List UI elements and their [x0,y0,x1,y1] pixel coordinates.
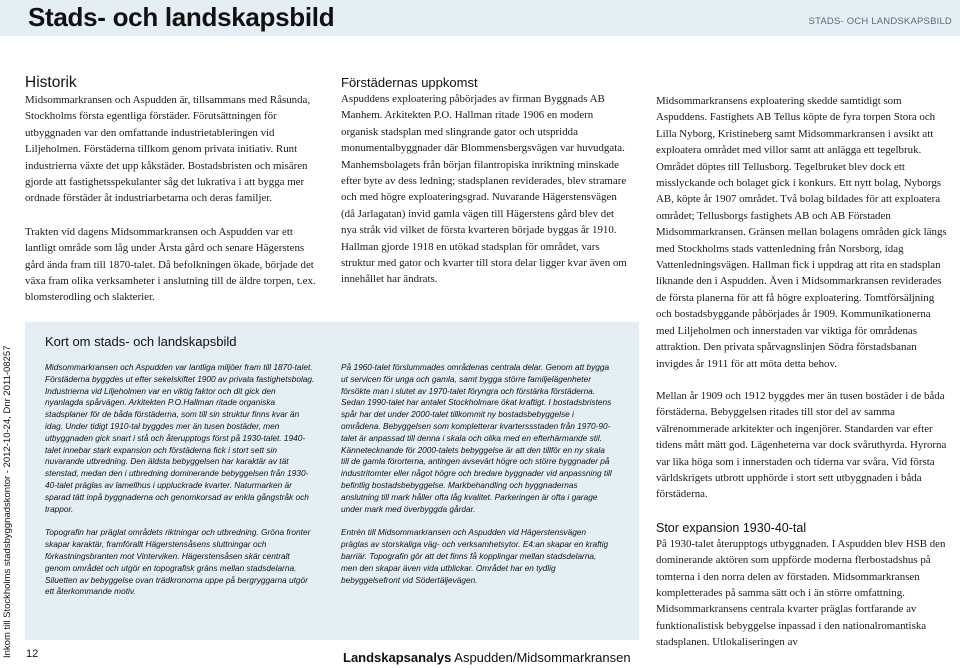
forstader-paragraph: Aspuddens exploatering påbörjades av firman Byggnads AB Manhem. Arkitekten P.O. Hallman ritade 1906 en modern organisk stadsplan med slingrande gator och utspridda monumentalbyggnader där Blommensbergsvägen var huvudgata. Manhemsbolagets från början filantropiska inriktning minskade efter byte av dess ledning; stadsplanen reviderades, blev stramare och med högre exploateringsgrad. Nuvarande Hägerstensvägen (då Jarlagatan) invid gamla vägen till Hägerstens gård blev det nya stråk vid vilket de första kvarteren började byggas år 1910. Hallman gjorde 1918 en utökad stadsplan för området, vars struktur med gator och kvarter till stora delar ligger kvar även om innehållet har ändrats. [341,93,627,286]
summary-box [25,322,639,640]
page-title: Stads- och landskapsbild [28,2,335,32]
historik-paragraph-2: Trakten vid dagens Midsommarkransen och Aspudden var ett lantligt område som låg under Årsta gård och senare Hägerstens gård ända fram till 1870-talet. Då befolkningen ökade, började det växa fram olika verksamheter i anslutning till de äldre torpen, t.ex. blomsterodling och slakterier. [25,225,316,304]
forstader-section [341,75,631,288]
summary-right-column [341,362,613,586]
footer-title-rest: Aspudden/Midsommarkransen [451,650,631,665]
forstader-heading: Förstädernas uppkomst [341,75,478,90]
footer-title [343,650,631,665]
section-label: STADS- OCH LANDSKAPSBILD [808,16,952,27]
col3-paragraph-3: På 1930-talet återupptogs utbyggnaden. I Aspudden blev HSB den dominerande aktören som uppförde moderna flerbostadshus på tomterna i den norra delen av förstaden. Midsommarkransen kompletterades på samma sätt och i än större omfattning. Midsommarkransens centrala kvarter präglas fortfarande av funktionalistisk bebyggelse inpassad i den nationalromantiska stadsplanen. Utlokaliseringen av [656,537,946,649]
summary-paragraph-2: Topografin har präglat områdets riktningar och utbredning. Gröna fronter skapar karaktär, framförallt Hägerstensåsens sluttningar och förkastningsbranten mot Vinterviken. Hägerstensåsen skär centralt genom området och utgör en topografisk gräns mellan stadsdelarna. Siluetten av bebyggelse ovan trädkronorna uppe på bergryggarna utgör ett återkommande motiv. [45,527,311,597]
footer-title-bold: Landskapsanalys [343,650,452,665]
summary-paragraph-3: På 1960-talet förslummades områdenas centrala delar. Genom att bygga ut servicen för unga och gamla, samt bygga större familjelägenheter försökte man i slutet av 1970-talet föryngra och förstärka förstäderna. Sedan 1990-talet har antalet Stockholmare ökat kraftigt. I bostadsbristens spår har det under 2000-talet tillkommit ny bostadsbebyggelse i områdena. Bebyggelsen som kompletterar kvarterssstaden från 1970-90-talet är anpassad till denna i skala och olika med en efterhärmande stil. Kännetecknande för 2000-talets bebyggelse är att den tillför en ny skala till de gamla förorterna, antingen avsevärt högre och större byggnader på industritomter eller något högre och bredare byggnader vid anpassning till befintlig bostadsbebyggelse. Markbehandling och byggnadernas anslutning till mark håller ofta låg kvalitet. Parkeringen är ofta i garage under mark med överbyggda gårdar. [341,362,612,514]
historik-section [25,74,317,306]
expansion-heading: Stor expansion 1930-40-tal [656,520,807,535]
historik-heading: Historik [25,74,77,91]
header-bar [0,0,960,36]
page-number: 12 [26,648,39,660]
registration-note: Inkom till Stockholms stadsbyggnadskontor - 2012-10-24, Dnr 2011-08257 [2,345,13,658]
summary-left-column [45,334,315,598]
midsommarkransen-section [656,93,948,651]
col3-paragraph-1: Midsommarkransens exploatering skedde samtidigt som Aspuddens. Fastighets AB Tellus köpte de fyra torpen Stora och Lilla Nyborg, Kristineberg samt Midsommarkransen i avsikt att exploatera området med villor samt att anlägga ett tegelbruk. Området döptes till Tellusborg. Tegelbruket blev dock ett misslyckande och bolaget gick i konkurs. Ett nytt bolag, Nyborgs AB, köpte år 1907 området. Två bolag bildades för att exploatera området; Tellusborgs fastighets AB och AB Förstaden Midsommarkransen. Gränsen mellan bolagens områden gick längs med Stockholms stads vattenledning från Norsborg, idag Vattenledningsvägen. Hallman fick i uppdrag att rita en stadsplan liknande den i Aspudden. Även i Midsommarkransen reviderades de första planerna för att få högre exploatering. Tomtförsäljning och bostadsbyggande påbörjades år 1909. Kommunikationerna med Liljeholmen och innerstaden var viktiga för områdenas attraktion. Den privata spårvagnslinjen Södra förstadsbanan invigdes år 1911 för att möta detta behov. [656,95,947,370]
historik-paragraph-1: Midsommarkransen och Aspudden är, tillsammans med Råsunda, Stockholms första egentliga förstäder. Förutsättningen för utbyggnaden var den omfattande industrietableringen vid Liljeholmen. Förstäderna tillkom genom privata initiativ. Runt industrierna växte det upp kåkstäder. Bostadsbristen och misären gjorde att fastighetsspekulanter såg det lukrativa i att bygga mer ordnade förstäder åt industriarbetarna och deras familjer. [25,94,311,205]
summary-heading: Kort om stads- och landskapsbild [45,334,237,349]
summary-paragraph-4: Entrén till Midsommarkransen och Aspudden vid Hägerstensvägen präglas av storskaliga väg- och verksamhetsytor. E4:an skapar en kraftig barriär. Topografin gör att det finns få kopplingar mellan stadsdelarna, men den skapar även vida utblickar. Området har en tydlig bebyggelsefront vid Södertäljevägen. [341,527,609,585]
summary-paragraph-1: Midsommarkransen och Aspudden var lantliga miljöer fram till 1870-talet. Förstäderna byggdes ut efter sekelskiftet 1900 av privata fastighetsbolag. Industrierna vid Liljeholmen var en viktig faktor och dit gick den nyanlagda spårvägen. Arkitekten P.O.Hallman ritade organiska stadsplaner för de båda förstäderna, som till sin struktur finns kvar än idag. Under tidigt 1910-tal byggdes mer än tusen bostäder, men utbyggnaden gick snart i stå och återupptogs först på 1930-talet. 1940-talet innebar stark expansion och förstäderna fick i stort sett sin nuvarande utbredning. Den äldsta bebyggelsen har karaktär av tät stenstad, medan den i utbredning dominerande bebyggelsen från 1930-40-talet präglas av lamellhus i uppluckrade kvarter. Naturmarken är sparad tätt inpå byggnaderna och genomkorsad av enkla gångstråk och trappor. [45,362,315,514]
col3-paragraph-2: Mellan år 1909 och 1912 byggdes mer än tusen bostäder i de båda förstäderna. Bebyggelsen ritades till stor del av samma välrenommerade arkitekter och ingenjörer. Standarden var efter tidens mått mätt god. Lägenheterna var dock svåruthyrda. Hyrorna var lika höga som i innerstaden och tiderna var svåra. Vid första världskrigets utbrott upphörde i stort sett utbyggnaden i båda förstäderna. [656,389,947,501]
